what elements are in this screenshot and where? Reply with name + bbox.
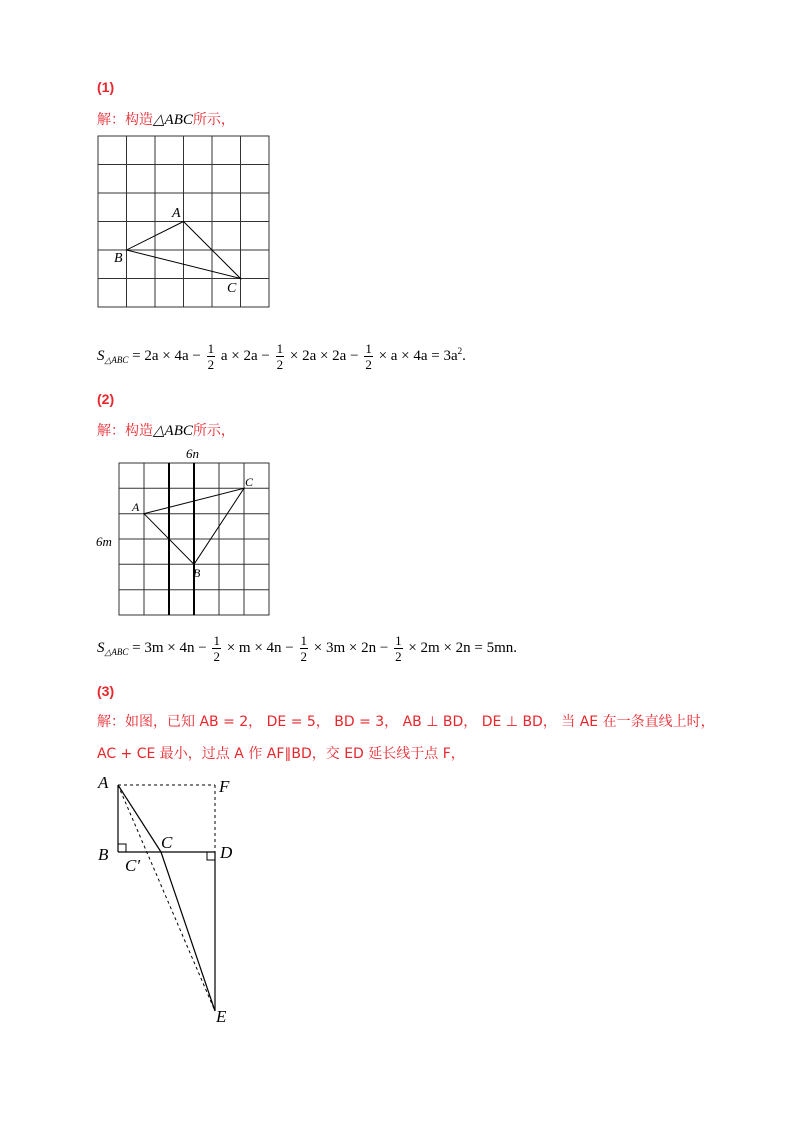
geometry-figure-3 — [90, 768, 260, 1030]
formula-term-4: × a × 4a = 3a — [378, 347, 458, 364]
fraction-numerator: 1 — [213, 633, 220, 648]
point-label-c: C — [227, 281, 237, 296]
fraction-denominator: 2 — [395, 649, 402, 664]
point-label-a: A — [98, 773, 109, 792]
area-formula-2 — [97, 634, 517, 663]
formula-subscript: △ABC — [104, 354, 129, 365]
formula-term-3: × 2a × 2a − — [289, 347, 359, 364]
area-formula-1 — [97, 342, 466, 371]
formula-subscript: △ABC — [104, 646, 129, 657]
fraction-3 — [394, 634, 403, 663]
section-2-intro — [97, 420, 235, 440]
fraction-denominator: 2 — [213, 649, 220, 664]
formula-end: . — [513, 639, 518, 656]
fraction-denominator: 2 — [207, 357, 215, 372]
fraction-1 — [212, 634, 221, 663]
point-label-f: F — [219, 777, 230, 796]
intro-prefix: 解：构造 — [97, 423, 153, 439]
fraction-1 — [207, 342, 216, 371]
section-1-number: (1) — [97, 79, 115, 95]
formula-term-3: × 3m × 2n − — [313, 639, 389, 656]
right-angle-d — [207, 852, 215, 860]
point-label-a: A — [172, 206, 181, 221]
intro-prefix: 解：构造 — [97, 112, 153, 128]
fraction-3 — [364, 342, 373, 371]
section-3-line-1: 解：如图，已知 AB = 2， DE = 5， BD = 3， AB ⊥ BD， DE ⊥ BD， 当 AE 在一条直线上时， — [97, 714, 715, 730]
formula-lhs: S — [97, 639, 105, 656]
intro-triangle: △ABC — [153, 112, 193, 128]
dashed-lines — [118, 785, 215, 1011]
formula-superscript: 2 — [457, 345, 463, 356]
section-3-line-2: AC + CE 最小，过点 A 作 AF∥BD，交 ED 延长线于点 F， — [97, 746, 465, 762]
fraction-numerator: 1 — [207, 341, 215, 356]
section-2-number: (2) — [97, 391, 115, 407]
intro-suffix: 所示， — [192, 112, 235, 128]
formula-term-1: = 3m × 4n − — [132, 639, 207, 656]
point-label-b: B — [193, 566, 201, 580]
fraction-numerator: 1 — [365, 341, 372, 356]
right-angle-b — [118, 844, 126, 852]
fraction-numerator: 1 — [300, 633, 308, 648]
formula-term-2: × m × 4n − — [226, 639, 294, 656]
point-label-a: A — [132, 500, 140, 514]
point-label-c-prime: C′ — [125, 856, 141, 875]
fraction-numerator: 1 — [276, 341, 284, 356]
intro-triangle: △ABC — [153, 423, 193, 439]
fraction-denominator: 2 — [276, 357, 284, 372]
point-label-b: B — [114, 251, 123, 266]
formula-term-2: a × 2a − — [220, 347, 270, 364]
height-label: 6m — [96, 534, 112, 549]
fraction-2 — [300, 634, 309, 663]
fraction-2 — [276, 342, 285, 371]
point-label-e: E — [216, 1007, 227, 1026]
intro-suffix: 所示， — [192, 423, 235, 439]
fraction-numerator: 1 — [395, 633, 402, 648]
grid-figure-2 — [90, 442, 280, 620]
point-label-b: B — [98, 845, 109, 864]
formula-end: . — [462, 347, 466, 364]
width-label: 6n — [186, 446, 199, 461]
point-label-c: C — [161, 833, 173, 852]
section-1-intro — [97, 109, 235, 129]
formula-lhs: S — [97, 347, 105, 364]
fraction-denominator: 2 — [300, 649, 308, 664]
point-label-d: D — [220, 843, 233, 862]
formula-term-1: = 2a × 4a − — [132, 347, 201, 364]
fraction-denominator: 2 — [365, 357, 372, 372]
grid-figure-1 — [90, 128, 280, 313]
section-3-number: (3) — [97, 683, 115, 699]
point-label-c: C — [245, 475, 254, 489]
formula-term-4: × 2m × 2n = 5mn — [408, 639, 514, 656]
